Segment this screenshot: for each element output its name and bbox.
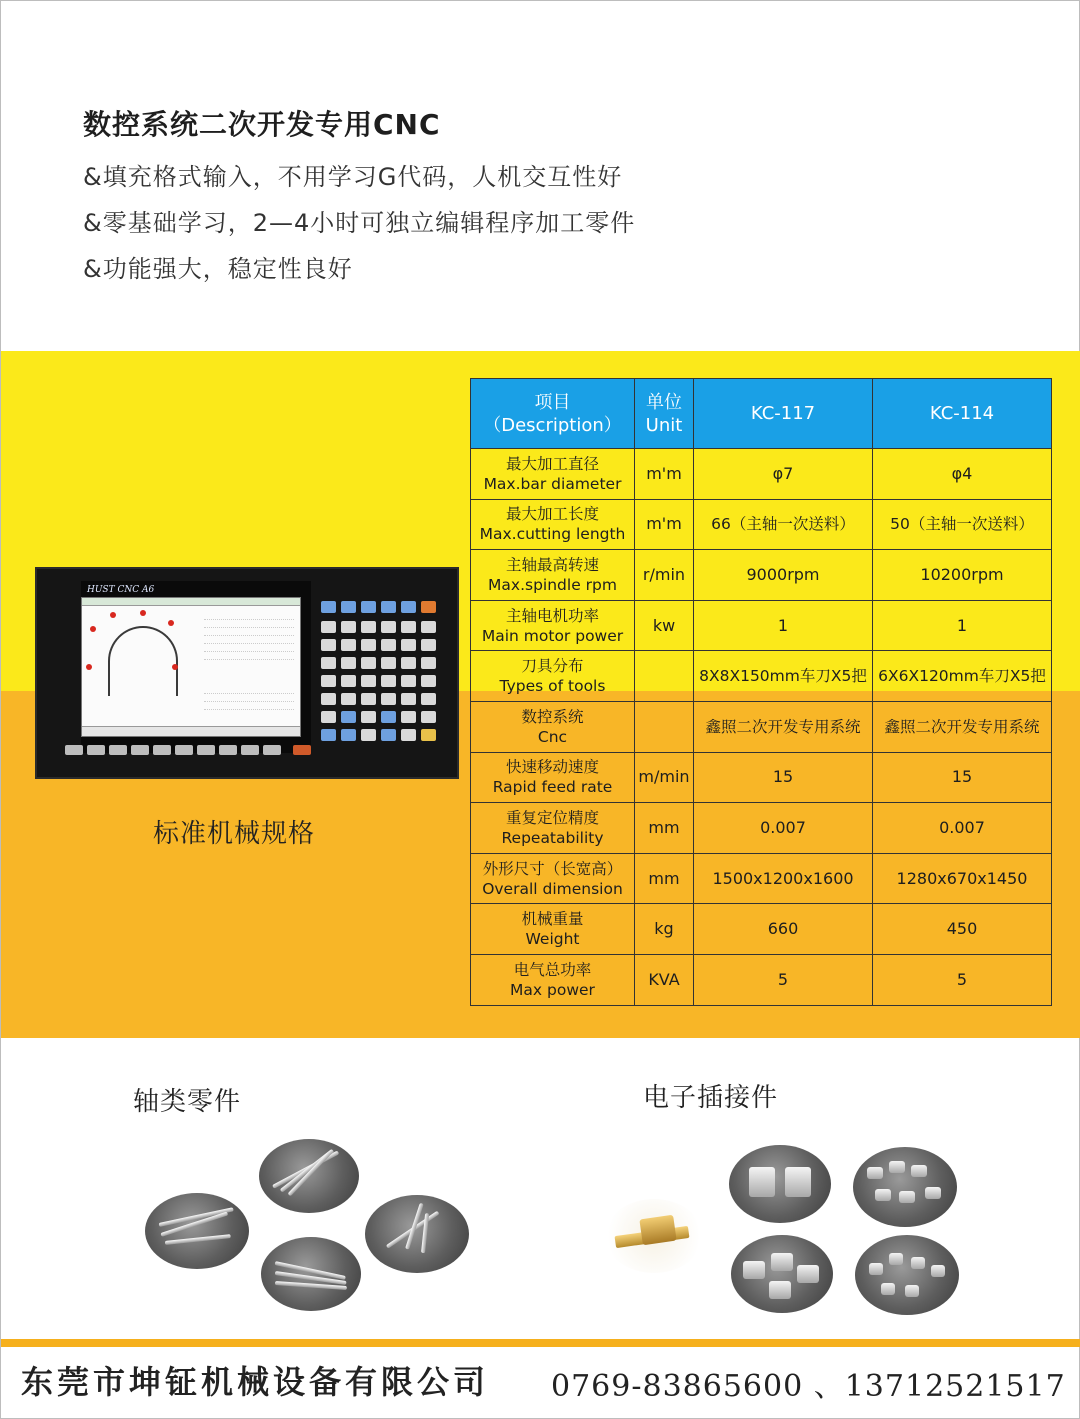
tool-indicator-icon [168, 620, 174, 626]
tool-indicator-icon [140, 610, 146, 616]
shaft-part-photo [145, 1193, 249, 1269]
connector-block [869, 1263, 883, 1275]
table-row [471, 449, 1052, 500]
cnc-key [341, 639, 356, 651]
cnc-key [381, 693, 396, 705]
cnc-key [401, 601, 416, 613]
cnc-key [341, 711, 356, 723]
cnc-key [381, 729, 396, 741]
row-desc-cn: 外形尺寸（长宽高） [482, 859, 623, 878]
shaft-part-photo [259, 1139, 359, 1213]
table-row [471, 499, 1052, 550]
standard-spec-label: 标准机械规格 [153, 819, 316, 849]
cnc-key [401, 729, 416, 741]
cnc-controller-image [35, 567, 459, 779]
cnc-key [361, 621, 376, 633]
table-row [471, 701, 1052, 752]
cnc-key [421, 639, 436, 651]
cnc-key [421, 657, 436, 669]
cnc-key [321, 601, 336, 613]
shaft-part-photo [261, 1237, 361, 1311]
row-value-b: 5 [873, 954, 1052, 1005]
row-description [471, 803, 635, 854]
row-unit: m/min [635, 752, 694, 803]
row-value-a: 0.007 [694, 803, 873, 854]
row-desc-cn: 快速移动速度 [505, 758, 599, 777]
row-desc-cn: 主轴最高转速 [505, 555, 599, 574]
connector-block [797, 1265, 819, 1283]
row-desc-cn: 重复定位精度 [505, 808, 599, 827]
connector-block [875, 1189, 891, 1201]
header-desc-en: （Description） [483, 414, 622, 436]
connector-block [749, 1167, 775, 1197]
cnc-key [361, 729, 376, 741]
connector-block [899, 1191, 915, 1203]
shaft-part-photo [365, 1195, 469, 1273]
shaft-parts-label: 轴类零件 [133, 1087, 242, 1117]
row-unit: kw [635, 600, 694, 651]
cnc-key [321, 693, 336, 705]
row-value-a: 15 [694, 752, 873, 803]
contact-phones: 0769-83865600 、13712521517 [551, 1369, 1066, 1404]
cnc-key [321, 675, 336, 687]
connector-photo [729, 1145, 831, 1223]
row-unit [635, 701, 694, 752]
cnc-key [401, 675, 416, 687]
cnc-fkey [293, 745, 311, 755]
cnc-function-keys [65, 745, 315, 757]
table-row [471, 651, 1052, 702]
row-desc-cn: 电气总功率 [513, 960, 592, 979]
row-unit: kg [635, 904, 694, 955]
row-description [471, 499, 635, 550]
row-unit: m'm [635, 499, 694, 550]
cnc-key [341, 693, 356, 705]
row-value-b: 50（主轴一次送料） [873, 499, 1052, 550]
row-desc-en: Types of tools [499, 677, 606, 696]
header-unit [635, 379, 694, 449]
brass-head [639, 1215, 676, 1245]
table-row [471, 752, 1052, 803]
connector-block [867, 1167, 883, 1179]
connector-block [905, 1285, 919, 1297]
connector-block [881, 1283, 895, 1295]
row-unit [635, 651, 694, 702]
cnc-key [421, 675, 436, 687]
cnc-key [341, 675, 356, 687]
cnc-fkey [175, 745, 193, 755]
row-description [471, 752, 635, 803]
cnc-key [381, 639, 396, 651]
brass-connector-photo [605, 1199, 703, 1273]
row-desc-en: Max.cutting length [479, 525, 626, 544]
connector-photo [853, 1147, 957, 1227]
cnc-fkey [241, 745, 259, 755]
tool-indicator-icon [86, 664, 92, 670]
row-value-b: 1 [873, 600, 1052, 651]
cnc-key [401, 621, 416, 633]
row-unit: mm [635, 803, 694, 854]
cnc-tool-arc-diagram [108, 626, 178, 696]
row-desc-en: Repeatability [501, 828, 604, 847]
row-description [471, 449, 635, 500]
cnc-key [401, 711, 416, 723]
cnc-counter-panel [204, 686, 294, 710]
row-desc-cn: 最大加工长度 [505, 505, 599, 524]
connector-block [911, 1257, 925, 1269]
shaft-pin [421, 1213, 429, 1253]
cnc-key [361, 601, 376, 613]
table-row [471, 803, 1052, 854]
spec-table-header [471, 379, 1052, 449]
connector-block [769, 1281, 791, 1299]
connector-block [889, 1161, 905, 1173]
cnc-key [381, 675, 396, 687]
row-description [471, 701, 635, 752]
row-value-b: 0.007 [873, 803, 1052, 854]
connector-block [771, 1253, 793, 1271]
row-unit: mm [635, 853, 694, 904]
table-row [471, 600, 1052, 651]
row-value-a: 1 [694, 600, 873, 651]
row-value-b: 15 [873, 752, 1052, 803]
cnc-fkey [109, 745, 127, 755]
cnc-key [381, 621, 396, 633]
cnc-key [361, 657, 376, 669]
row-desc-cn: 最大加工直径 [505, 454, 599, 473]
cnc-screen-status-bar [82, 598, 300, 606]
cnc-key [421, 621, 436, 633]
row-unit: KVA [635, 954, 694, 1005]
cnc-key [321, 621, 336, 633]
tool-indicator-icon [110, 612, 116, 618]
row-unit: m'm [635, 449, 694, 500]
row-value-b: 1280x670x1450 [873, 853, 1052, 904]
shaft-pin [165, 1234, 231, 1245]
row-value-a: 66（主轴一次送料） [694, 499, 873, 550]
cnc-fkey [87, 745, 105, 755]
connector-block [925, 1187, 941, 1199]
cnc-key [341, 621, 356, 633]
cnc-key [421, 693, 436, 705]
row-desc-cn: 主轴电机功率 [505, 606, 599, 625]
header-desc-cn: 项目 [534, 391, 571, 413]
row-value-a: 5 [694, 954, 873, 1005]
row-value-b: 6X6X120mm车刀X5把 [873, 651, 1052, 702]
table-row [471, 954, 1052, 1005]
cnc-keypad [319, 599, 439, 749]
cnc-key [381, 657, 396, 669]
row-desc-en: Main motor power [481, 626, 624, 645]
row-desc-cn: 数控系统 [521, 707, 584, 726]
row-value-a: 9000rpm [694, 550, 873, 601]
cnc-key [341, 729, 356, 741]
page-title: 数控系统二次开发专用CNC [83, 108, 441, 141]
cnc-key [401, 693, 416, 705]
cnc-key [361, 639, 376, 651]
header-model-b: KC-114 [873, 379, 1052, 449]
row-unit: r/min [635, 550, 694, 601]
header-unit-en: Unit [645, 414, 683, 436]
row-desc-en: Max.spindle rpm [488, 575, 617, 594]
row-value-a: 1500x1200x1600 [694, 853, 873, 904]
cnc-fkey [65, 745, 83, 755]
row-desc-cn: 机械重量 [521, 910, 584, 929]
connector-block [889, 1253, 903, 1265]
cnc-key [341, 657, 356, 669]
row-desc-en: Cnc [537, 727, 568, 746]
feature-line-1: &填充格式输入，不用学习G代码，人机交互性好 [83, 163, 623, 191]
tool-indicator-icon [90, 626, 96, 632]
row-description [471, 954, 635, 1005]
row-description [471, 651, 635, 702]
connector-parts-label: 电子插接件 [643, 1083, 779, 1113]
row-value-a: 8X8X150mm车刀X5把 [694, 651, 873, 702]
cnc-key [321, 657, 336, 669]
row-value-a: 鑫照二次开发专用系统 [694, 701, 873, 752]
cnc-softkey-bar [82, 726, 300, 736]
row-description [471, 904, 635, 955]
table-row [471, 853, 1052, 904]
feature-line-2: &零基础学习，2—4小时可独立编辑程序加工零件 [83, 209, 636, 237]
row-description [471, 853, 635, 904]
row-description [471, 600, 635, 651]
feature-line-3: &功能强大，稳定性良好 [83, 255, 353, 283]
cnc-brand-logo: HUST CNC A6 [87, 585, 155, 595]
cnc-fkey [219, 745, 237, 755]
connector-block [911, 1165, 927, 1177]
row-description [471, 550, 635, 601]
table-row [471, 904, 1052, 955]
cnc-key [401, 639, 416, 651]
connector-block [743, 1261, 765, 1279]
connector-photo [731, 1235, 833, 1313]
cnc-key [381, 711, 396, 723]
table-row [471, 550, 1052, 601]
cnc-fkey [153, 745, 171, 755]
cnc-key [381, 601, 396, 613]
cnc-key [341, 601, 356, 613]
row-value-a: φ7 [694, 449, 873, 500]
tool-indicator-icon [172, 664, 178, 670]
row-value-b: 鑫照二次开发专用系统 [873, 701, 1052, 752]
cnc-key [321, 711, 336, 723]
cnc-fkey [131, 745, 149, 755]
header-unit-cn: 单位 [646, 391, 682, 413]
connector-block [931, 1265, 945, 1277]
row-desc-en: Max.bar diameter [483, 474, 622, 493]
cnc-fkey [197, 745, 215, 755]
row-desc-en: Max power [510, 980, 595, 999]
cnc-key [361, 693, 376, 705]
row-value-b: φ4 [873, 449, 1052, 500]
cnc-key [321, 639, 336, 651]
connector-block [785, 1167, 811, 1197]
footer-divider [1, 1339, 1080, 1347]
row-desc-en: Overall dimension [482, 879, 623, 898]
row-desc-en: Weight [525, 930, 580, 949]
row-desc-en: Rapid feed rate [492, 778, 613, 797]
spec-table [470, 378, 1052, 1006]
header-description [471, 379, 635, 449]
row-value-b: 10200rpm [873, 550, 1052, 601]
cnc-readout-panel [204, 612, 294, 660]
cnc-key [361, 711, 376, 723]
row-value-a: 660 [694, 904, 873, 955]
cnc-key [421, 729, 436, 741]
cnc-key [361, 675, 376, 687]
header-model-a: KC-117 [694, 379, 873, 449]
company-name: 东莞市坤钲机械设备有限公司 [21, 1363, 490, 1401]
cnc-fkey [263, 745, 281, 755]
cnc-key [321, 729, 336, 741]
row-value-b: 450 [873, 904, 1052, 955]
cnc-key [421, 601, 436, 613]
cnc-screen [81, 597, 301, 737]
cnc-key [401, 657, 416, 669]
cnc-key [421, 711, 436, 723]
connector-photo [855, 1235, 959, 1315]
row-desc-cn: 刀具分布 [521, 657, 584, 676]
